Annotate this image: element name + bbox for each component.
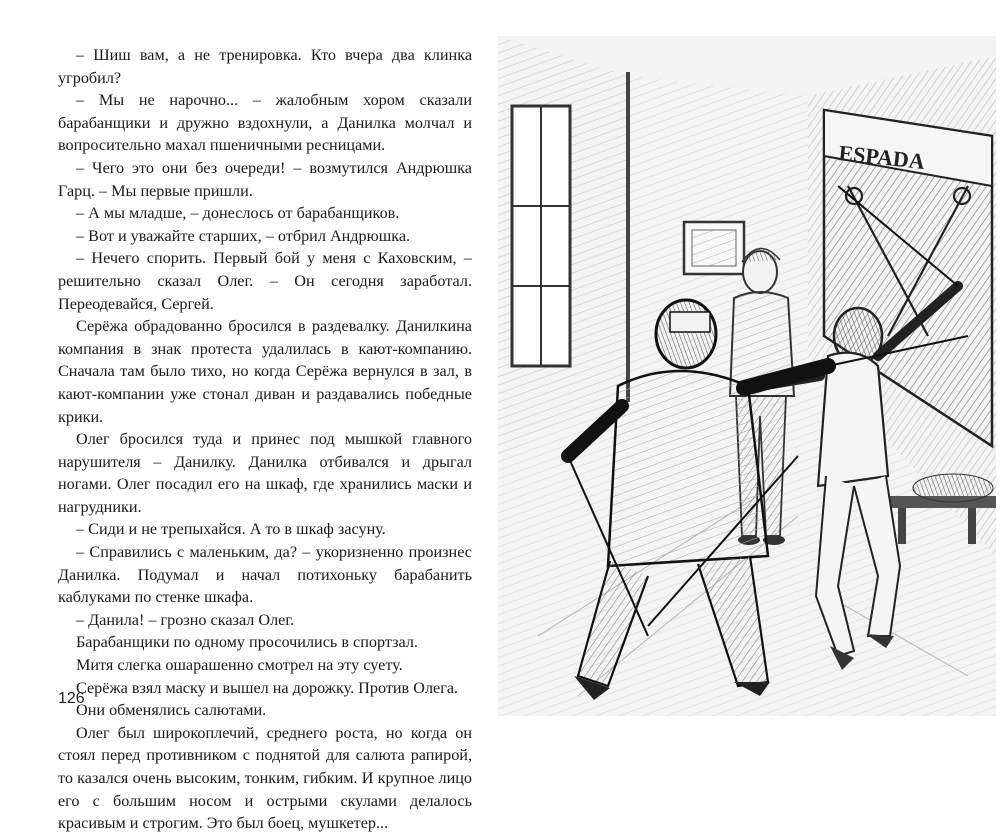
wall-frame [684, 222, 744, 274]
paragraph: Барабанщики по одному просочились в спортзал. [76, 633, 418, 652]
paragraph: Серёжа обрадованно бросился в раздевалку. Данилкина компания в знак протеста удалилась в кают-компанию. Сначала там было тихо, но когда Серёжа вернулся в зал, в кают-компании уже стонал диван и раздавались победные крики. [58, 317, 472, 426]
fencing-illustration [498, 36, 996, 716]
paragraph: Олег был широкоплечий, среднего роста, но когда он стоял перед противником с поднятой для салюта рапирой, то казался очень высоким, тонким, гибким. И крупное лицо его с большим носом и острыми скулами делалось красивым и строгим. Это был боец, мушкетер... [58, 723, 472, 833]
paragraph: – Нечего спорить. Первый бой у меня с Каховским, – решительно сказал Олег. – Он сегодня заработал. Переодевайся, Сергей. [58, 249, 472, 313]
paragraph: – А мы младше, – донеслось от барабанщиков. [76, 204, 400, 223]
paragraph: Они обменялись салютами. [76, 701, 267, 720]
banner-text: ESPADA [837, 140, 927, 175]
paragraph: – Чего это они без очереди! – возмутился Андрюшка Гарц. – Мы первые пришли. [58, 158, 472, 200]
paragraph: – Справились с маленьким, да? – укоризненно произнес Данилка. Подумал и начал потихоньку барабанить каблуками по стенке шкафа. [58, 543, 472, 607]
window [512, 106, 570, 366]
paragraph: – Шиш вам, а не тренировка. Кто вчера два клинка угробил? [58, 46, 472, 87]
paragraph: – Данила! – грозно сказал Олег. [76, 610, 295, 629]
page-number: 126 [58, 690, 85, 707]
paragraph: Олег бросился туда и принес под мышкой главного нарушителя – Данилку. Данилка отбивался и дрыгал ногами. Олег посадил его на шкаф, где хранились маски и нагрудники. [58, 430, 472, 516]
paragraph: Серёжа взял маску и вышел на дорожку. Против Олега. [76, 678, 459, 697]
text-column [58, 44, 472, 835]
paragraph: Митя слегка ошарашенно смотрел на эту суету. [76, 656, 403, 675]
sketch-illustration-icon [498, 36, 996, 716]
paragraph: – Мы не нарочно... – жалобным хором сказали барабанщики и дружно вздохнули, а Данилка молчал и вопросительно махал пшеничными ресницами. [58, 91, 472, 155]
paragraph: – Вот и уважайте старших, – отбрил Андрюшка. [76, 226, 411, 245]
paragraph: – Сиди и не трепыхайся. А то в шкаф засуну. [76, 520, 386, 539]
